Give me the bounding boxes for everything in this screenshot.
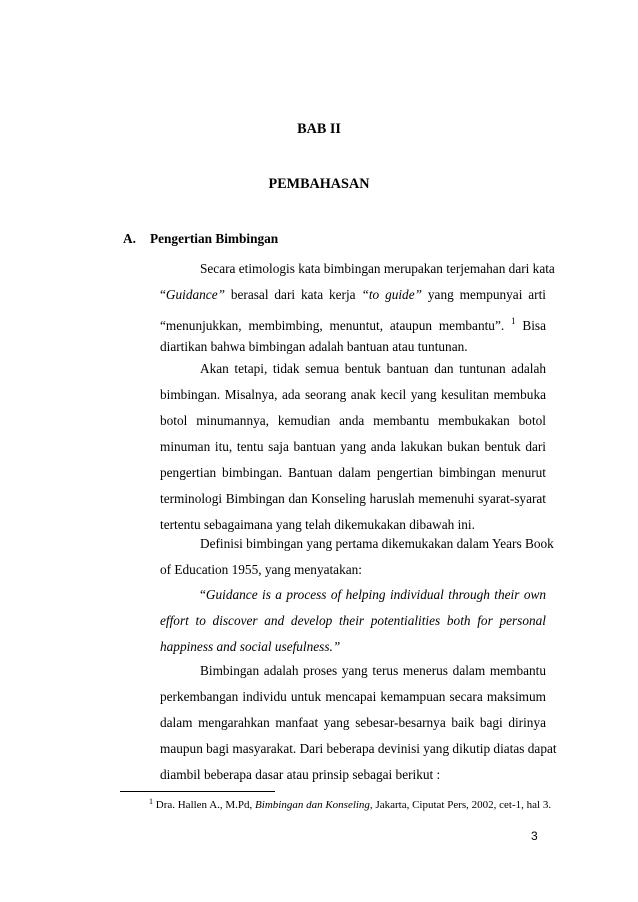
paragraph-quotation (160, 582, 546, 660)
chapter-title: PEMBAHASAN (268, 176, 370, 192)
text-fragment: yang mempunyai arti (422, 287, 546, 302)
text-line: diartikan bahwa bimbingan adalah bantuan atau tuntunan. (160, 339, 468, 354)
text-line: dalam mengarahkan manfaat yang sebesar-besarnya baik bagi dirinya (160, 715, 546, 730)
paragraph-definition-intro (160, 531, 554, 583)
footnote-divider (120, 791, 275, 792)
paragraph-summary (160, 658, 557, 788)
text-line: Secara etimologis kata bimbingan merupakan terjemahan dari kata (200, 261, 555, 276)
text-line: tertentu sebagaimana yang telah dikemukakan dibawah ini. (160, 517, 475, 532)
text-line (160, 308, 546, 334)
footnote-mark: 1 (149, 797, 153, 806)
quote-text: Guidance is a process of helping individual through their own (205, 587, 546, 602)
text-line: botol minumannya, kemudian anda membantu membukakan botol (160, 413, 546, 428)
footnote-book-title: Bimbingan dan Konseling, (255, 799, 373, 811)
text-line: Definisi bimbingan yang pertama dikemukakan dalam Years Book (200, 536, 554, 551)
footnote-reference[interactable]: 1 (511, 316, 516, 326)
quote-text: happiness and social usefulness.” (160, 639, 341, 654)
text-line: pengertian bimbingan. Bantuan dalam pengertian bimbingan menurut (160, 465, 546, 480)
quote-mark: “ (200, 587, 206, 602)
text-line (160, 582, 546, 608)
page-number: 3 (531, 829, 538, 843)
text-line (160, 282, 546, 308)
text-line: diambil beberapa dasar atau prinsip sebagai berikut : (160, 767, 441, 782)
text-line: Bimbingan adalah proses yang terus menerus dalam membantu (200, 663, 546, 678)
text-line (160, 608, 546, 634)
footnote-author: Dra. Hallen A., M.Pd, (153, 799, 256, 811)
text-line: terminologi Bimbingan dan Konseling haruslah memenuhi syarat-syarat (160, 491, 546, 506)
footnote-publication: Jakarta, Ciputat Pers, 2002, cet-1, hal 3. (372, 799, 552, 811)
text-line: bimbingan. Misalnya, ada seorang anak kecil yang kesulitan membuka (160, 387, 546, 402)
section-title: Pengertian Bimbingan (150, 231, 279, 246)
text-line: Akan tetapi, tidak semua bentuk bantuan dan tuntunan adalah (200, 361, 546, 376)
section-number: A. (123, 231, 136, 246)
quote-mark: “ (160, 287, 166, 302)
term-guidance: Guidance” (165, 287, 225, 302)
text-fragment: Bisa (515, 318, 546, 333)
footnote (149, 797, 551, 811)
text-line: of Education 1955, yang menyatakan: (160, 562, 362, 577)
term-to-guide: “to guide” (361, 287, 423, 302)
text-line (160, 634, 546, 660)
quote-text: effort to discover and develop their potentialities both for personal (160, 613, 546, 628)
text-line: minuman itu, tentu saja bantuan yang anda lakukan bukan bentuk dari (160, 439, 546, 454)
paragraph-etymology (160, 256, 555, 360)
section-heading (123, 231, 278, 247)
text-fragment: berasal dari kata kerja (225, 287, 362, 302)
text-line: perkembangan individu untuk mencapai kemampuan secara maksimum (160, 689, 546, 704)
paragraph-example (160, 356, 546, 538)
text-line: maupun bagi masyarakat. Dari beberapa devinisi yang dikutip diatas dapat (160, 741, 557, 756)
text-fragment: “menunjukkan, membimbing, menuntut, ataupun membantu”. (160, 318, 512, 333)
chapter-heading: BAB II (297, 121, 341, 137)
